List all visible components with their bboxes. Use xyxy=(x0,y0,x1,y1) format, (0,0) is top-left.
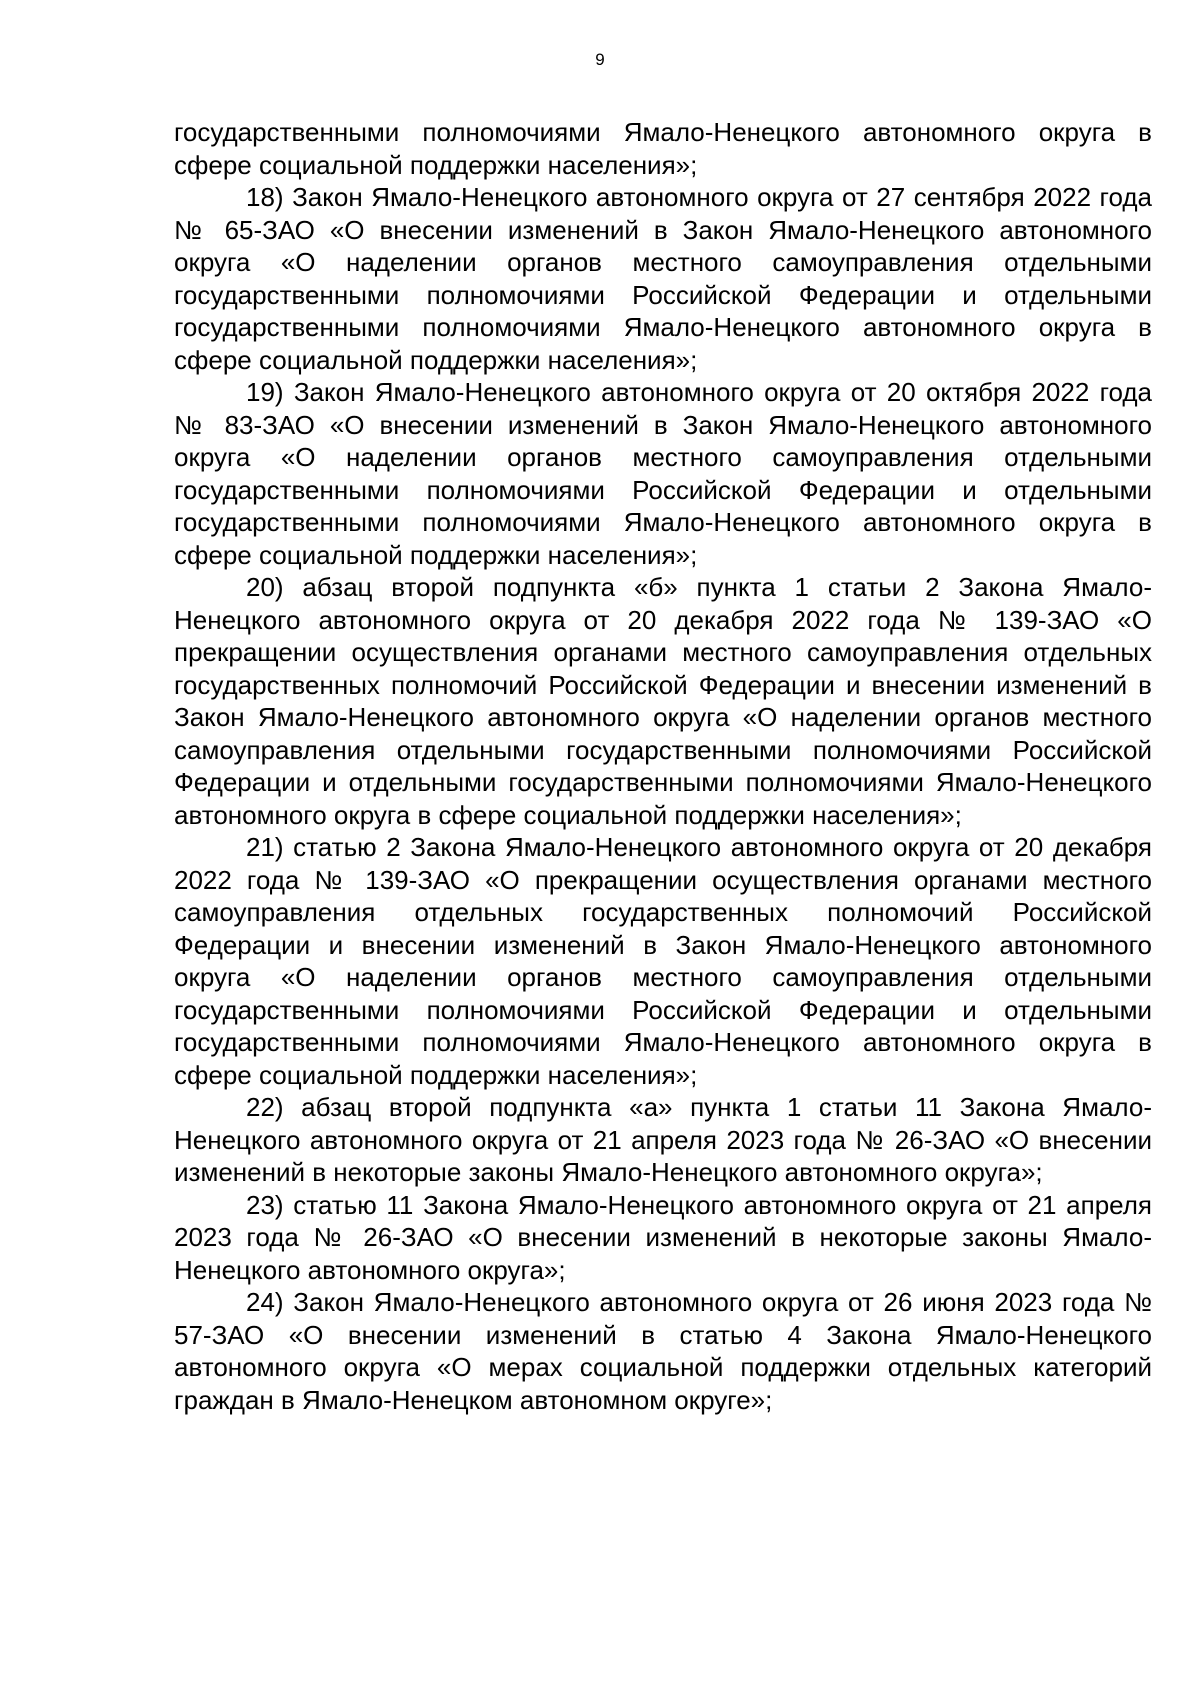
list-item-24: 24) Закон Ямало-Ненецкого автономного округа от 26 июня 2023 года № 57-ЗАО «О внесении изменений в статью 4 Закона Ямало-Ненецкого автономного округа «О мерах социальной поддержки отдельных категорий граждан в Ямало-Ненецком автономном округе»; xyxy=(174,1287,1152,1415)
list-item-23: 23) статью 11 Закона Ямало-Ненецкого автономного округа от 21 апреля 2023 года № 26-ЗАО «О внесении изменений в некоторые законы Ямало-Ненецкого автономного округа»; xyxy=(174,1189,1152,1285)
list-item-20: 20) абзац второй подпункта «б» пункта 1 статьи 2 Закона Ямало-Ненецкого автономного округа от 20 декабря 2022 года № 139-ЗАО «О прекращении осуществления органами местного самоуправления отдельных государственных полномочий Российской Федерации и внесении изменений в Закон Ямало-Ненецкого автономного округа «О наделении органов местного самоуправления отдельными государственными полномочиями Российской Федерации и отдельными государственными полномочиями Ямало-Ненецкого автономного округа в сфере социальной поддержки населения»; xyxy=(174,572,1152,830)
list-item-21: 21) статью 2 Закона Ямало-Ненецкого автономного округа от 20 декабря 2022 года № 139-ЗАО «О прекращении осуществления органами местного самоуправления отдельных государственных полномочий Российской Федерации и внесении изменений в Закон Ямало-Ненецкого автономного округа «О наделении органов местного самоуправления отдельными государственными полномочиями Российской Федерации и отдельными государственными полномочиями Ямало-Ненецкого автономного округа в сфере социальной поддержки населения»; xyxy=(174,832,1152,1090)
list-item-19: 19) Закон Ямало-Ненецкого автономного округа от 20 октября 2022 года № 83-ЗАО «О внесении изменений в Закон Ямало-Ненецкого автономного округа «О наделении органов местного самоуправления отдельными государственными полномочиями Российской Федерации и отдельными государственными полномочиями Ямало-Ненецкого автономного округа в сфере социальной поддержки населения»; xyxy=(174,377,1152,570)
document-body xyxy=(174,116,1152,1416)
list-item-18: 18) Закон Ямало-Ненецкого автономного округа от 27 сентября 2022 года № 65-ЗАО «О внесении изменений в Закон Ямало-Ненецкого автономного округа «О наделении органов местного самоуправления отдельными государственными полномочиями Российской Федерации и отдельными государственными полномочиями Ямало-Ненецкого автономного округа в сфере социальной поддержки населения»; xyxy=(174,182,1152,375)
list-item-22: 22) абзац второй подпункта «а» пункта 1 статьи 11 Закона Ямало-Ненецкого автономного округа от 21 апреля 2023 года № 26-ЗАО «О внесении изменений в некоторые законы Ямало-Ненецкого автономного округа»; xyxy=(174,1092,1152,1187)
page-number: 9 xyxy=(595,50,605,69)
paragraph-continuation: государственными полномочиями Ямало-Ненецкого автономного округа в сфере социальной поддержки населения»; xyxy=(174,117,1152,180)
